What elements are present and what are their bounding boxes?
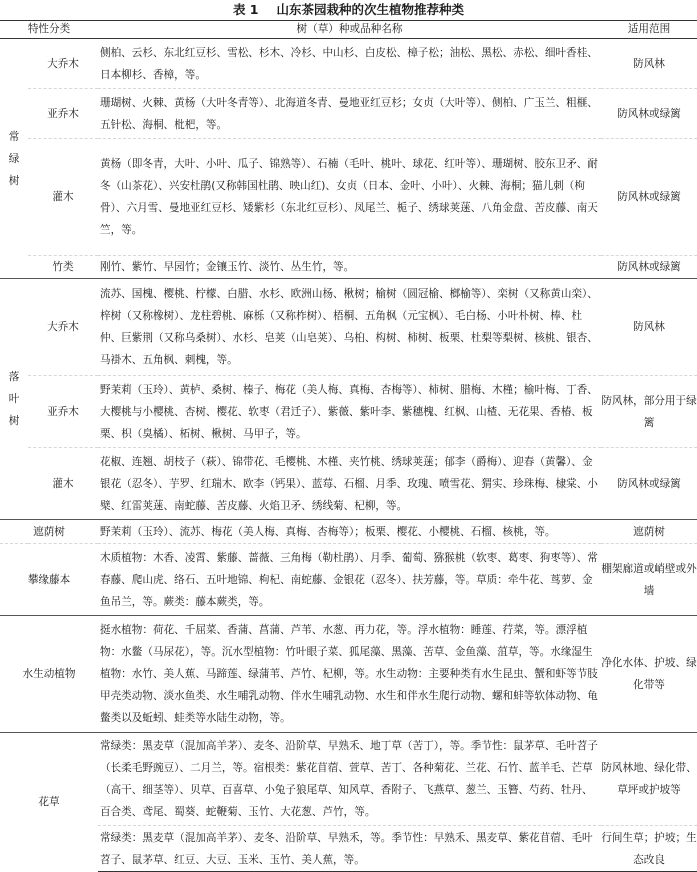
species-names: 挺水植物：荷花、千屈菜、香蒲、菖蒲、芦苇、水葱、再力花，等。浮水植物：睡莲、荇菜，等。漂浮植物：水鳖（马尿花），等。沉水型植物：竹叶眼子菜、狐尾藻、黑藻、苦草、金鱼藻、菹草，等。水缘湿生植物：水竹、美人蕉、马蹄莲、绿蒲苇、芦竹、杞柳，等。水生动物：主要种类有水生昆虫、蟹和虾等节肢甲壳类动物、淡水鱼类、水生哺乳动物、伴水生哺乳动物、水生和伴水生爬行动物、螺和蚌等软体动物、龟鳖类以及蚯蚓、蛙类等水陆生动物，等。 bbox=[98, 616, 601, 733]
table-row bbox=[0, 39, 697, 89]
species-names: 侧柏、云杉、东北红豆杉、雪松、杉木、冷杉、中山杉、白皮松、樟子松；油松、黑松、赤松、细叶香桂、日本柳杉、香樟，等。 bbox=[98, 39, 601, 89]
category-char: 落 bbox=[8, 371, 20, 383]
species-names: 花椒、连翘、胡枝子（萩）、锦带花、毛樱桃、木槿、夹竹桃、绣球荚蒾；郁李（爵梅）、迎春（黄馨）、金银花（忍冬）、芋罗、红瑞木、欧李（钙果）、蓝莓、石榴、月季、玫瑰、喷雪花、猬实、珍珠梅、棣棠、小檗、红雷荚蒾、南蛇藤、苦皮藤、火焰卫矛、绣线菊、杞柳，等。 bbox=[98, 448, 601, 520]
category-char: 绿 bbox=[8, 152, 20, 165]
subcategory: 水生动植物 bbox=[0, 616, 98, 733]
subcategory: 灌木 bbox=[28, 139, 98, 256]
subcategory: 亚乔木 bbox=[28, 89, 98, 139]
species-names: 流苏、国槐、樱桃、柠檬、白腊、水杉、欧洲山杨、楸树；榆树（圆冠榆、榔榆等）、栾树（又称黄山栾）、梓树（又称橡树）、龙柱碧桃、麻栎（又称柞树）、梧桐、五角枫（元宝枫）、毛白杨、小叶朴树、棒、杜仲、巨紫荆（又称乌桑树）、水杉、皂荚（山皂荚）、乌桕、构树、柿树、板栗、杜梨等梨树、核桃、银杏、马褂木、五角枫、刺槐，等。 bbox=[98, 279, 601, 376]
table-row bbox=[0, 279, 697, 376]
usage-range: 防风林或绿篱 bbox=[601, 448, 697, 520]
table-row bbox=[0, 520, 697, 544]
table-row bbox=[0, 544, 697, 616]
table-row bbox=[0, 448, 697, 520]
usage-range: 棚架廊道或峭壁或外墙 bbox=[601, 544, 697, 616]
subcategory: 灌木 bbox=[28, 448, 98, 520]
species-names: 刚竹、紫竹、早园竹；金镶玉竹、淡竹、丛生竹，等。 bbox=[98, 256, 601, 279]
subcategory: 亚乔木 bbox=[28, 376, 98, 448]
header-row bbox=[0, 21, 697, 39]
usage-range: 防风林，部分用于绿篱 bbox=[601, 376, 697, 448]
species-names: 黄杨（即冬青，大叶、小叶、瓜子、锦熟等）、石楠（毛叶、桃叶、球花、红叶等）、珊瑚树、胶东卫矛、耐冬（山茶花）、兴安杜鹃(又称韩国杜鹃、映山红)、女贞（日本、金叶、小叶）、火棘、海桐；猫儿刺（枸骨）、六月雪、曼地亚红豆杉、矮紫杉（东北红豆杉）、凤尾兰、栀子、绣球荚蒾、八角金盘、苦皮藤、南天竺，等。 bbox=[98, 139, 601, 256]
recommendation-table bbox=[0, 20, 697, 872]
category-char: 树 bbox=[8, 174, 20, 187]
subcategory: 花草 bbox=[0, 733, 98, 872]
subcategory: 大乔木 bbox=[28, 279, 98, 376]
category-evergreen bbox=[0, 39, 28, 279]
species-names: 木质植物：木香、凌霄、紫藤、蔷薇、三角梅（勒杜鹃）、月季、葡萄、猕猴桃（软枣、葛枣、狗枣等）、常春藤、爬山虎、络石、五叶地锦、枸杞、南蛇藤、金银花（忍冬）、扶芳藤，等。草质：牵牛花、茑萝、金鱼吊兰，等。蕨类：藤本蕨类，等。 bbox=[98, 544, 601, 616]
usage-range: 净化水体、护坡、绿化带等 bbox=[601, 616, 697, 733]
usage-range: 防风林地、绿化带、草坪或护坡等 bbox=[601, 733, 697, 826]
species-names: 珊瑚树、火棘、黄杨（大叶冬青等）、北海道冬青、曼地亚红豆杉；女贞（大叶等）、侧柏、广玉兰、粗榧、五针松、海桐、枇杷，等。 bbox=[98, 89, 601, 139]
table-title: 山东茶园栽种的次生植物推荐种类 bbox=[276, 2, 465, 17]
table-caption bbox=[0, 0, 697, 20]
usage-range: 防风林 bbox=[601, 39, 697, 89]
table-row bbox=[0, 733, 697, 826]
header-range: 适用范围 bbox=[601, 21, 697, 39]
species-names: 常绿类：黑麦草（混加高羊茅）、麦冬、沿阶草、早熟禾，等。季节性：早熟禾、黑麦草、紫花苜蓿、毛叶苕子、鼠茅草、红豆、大豆、玉米、玉竹、美人蕉，等。 bbox=[98, 826, 601, 872]
subcategory: 攀缘藤本 bbox=[0, 544, 98, 616]
subcategory: 大乔木 bbox=[28, 39, 98, 89]
category-char: 树 bbox=[8, 415, 20, 427]
table-number: 表 1 bbox=[232, 2, 259, 17]
species-names: 常绿类：黑麦草（混加高羊茅）、麦冬、沿阶草、早熟禾、地丁草（苦丁），等。季节性：鼠茅草、毛叶苕子（长柔毛野豌豆）、二月兰，等。宿根类：紫花苜蓿、萱草、苦丁、各种菊花、兰花、石竹、蓝羊毛、芒草（高干、细茎等）、贝草、百喜草、小兔子狼尾草、知风草、香附子、飞燕草、葱兰、玉簪、芍药、牡丹、百合类、鸢尾、蜀葵、蛇鞭菊、玉竹、大花葱、芦竹，等。 bbox=[98, 733, 601, 826]
category-char: 叶 bbox=[8, 393, 20, 405]
usage-range: 防风林 bbox=[601, 279, 697, 376]
header-names: 树（草）种或品种名称 bbox=[98, 21, 601, 39]
table-row bbox=[0, 89, 697, 139]
table-row bbox=[0, 826, 697, 872]
species-names: 野茉莉（玉玲）、流苏、梅花（美人梅、真梅、杏梅等）；板栗、樱花、小樱桃、石榴、核桃，等。 bbox=[98, 520, 601, 544]
usage-range: 防风林或绿篱 bbox=[601, 89, 697, 139]
table-row bbox=[0, 139, 697, 256]
usage-range: 行间生草；护坡；生态改良 bbox=[601, 826, 697, 872]
species-names: 野茉莉（玉玲）、黄栌、桑树、榛子、梅花（美人梅、真梅、杏梅等）、柿树、腊梅、木槿；榆叶梅、丁香、大樱桃与小樱桃、杏树、樱花、软枣（君迁子）、紫薇、紫叶李、紫穗槐、红枫、山楂、无花果、香椿、板栗、枳（臭橘）、柘树、楸树、马甲子，等。 bbox=[98, 376, 601, 448]
usage-range: 防风林或绿篱 bbox=[601, 256, 697, 279]
category-deciduous bbox=[0, 279, 28, 520]
table-row bbox=[0, 616, 697, 733]
usage-range: 防风林或绿篱 bbox=[601, 139, 697, 256]
subcategory: 竹类 bbox=[28, 256, 98, 279]
header-category: 特性分类 bbox=[0, 21, 98, 39]
usage-range: 遮荫树 bbox=[601, 520, 697, 544]
category-char: 常 bbox=[8, 130, 20, 143]
subcategory: 遮荫树 bbox=[0, 520, 98, 544]
table-row bbox=[0, 256, 697, 279]
table-row bbox=[0, 376, 697, 448]
